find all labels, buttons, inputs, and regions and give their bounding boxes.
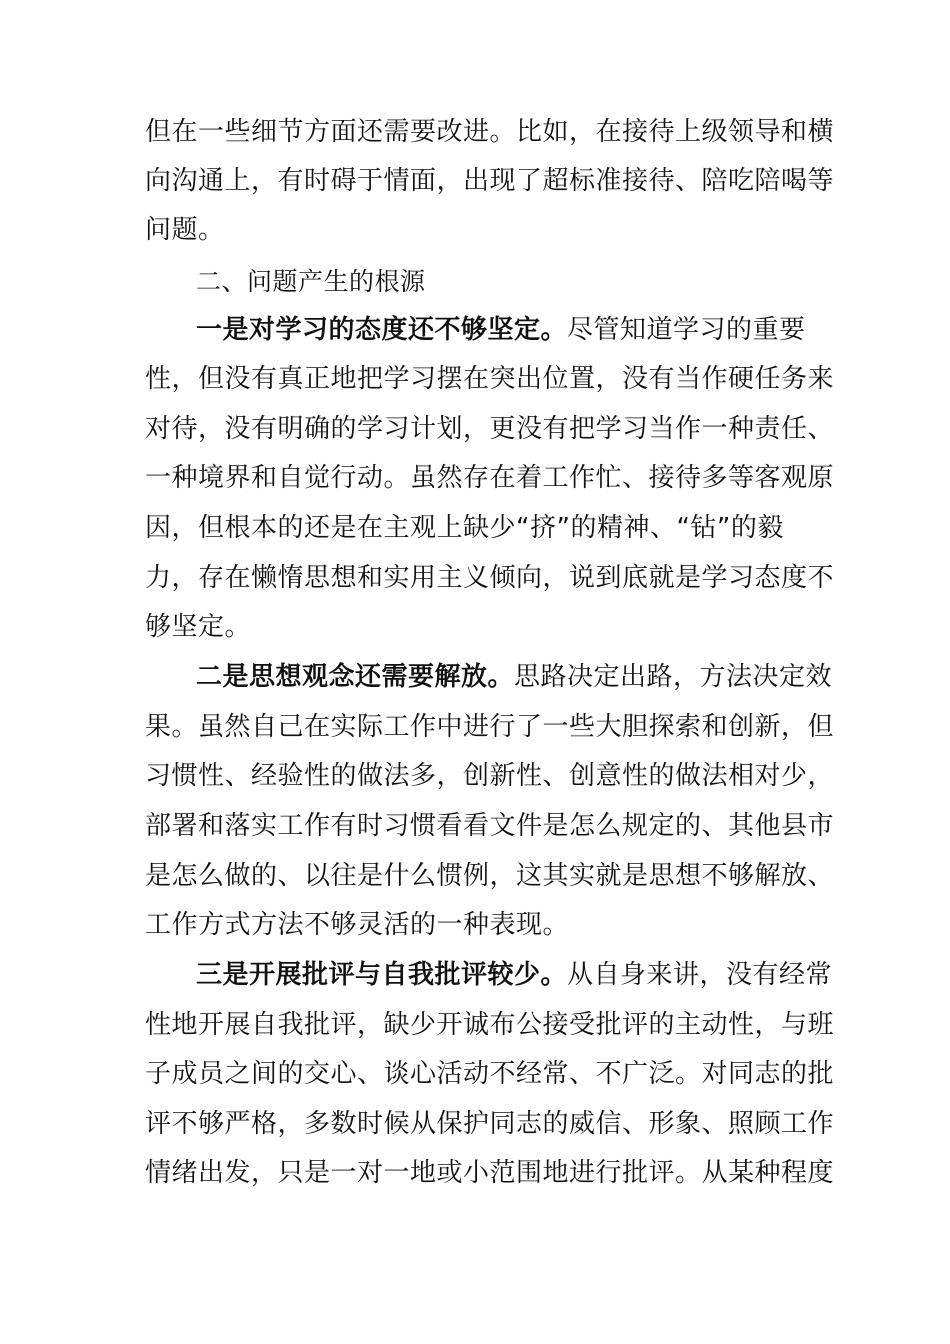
paragraph-line: 够坚定。 [145, 612, 252, 642]
paragraph-line: 一种境界和自觉行动。虽然存在着工作忙、接待多等客观原 [145, 463, 835, 493]
paragraph-lead: 二是思想观念还需要解放。 [196, 662, 515, 692]
paragraph-line: 果。虽然自己在实际工作中进行了一些大胆探索和创新，但 [145, 712, 835, 742]
paragraph-line: 性，但没有真正地把学习摆在突出位置，没有当作硬任务来 [145, 364, 835, 394]
paragraph-text: 尽管知道学习的重要 [567, 315, 806, 345]
paragraph-line: 部署和落实工作有时习惯看看文件是怎么规定的、其他县市 [145, 811, 835, 841]
paragraph-line: 向沟通上，有时碍于情面，出现了超标准接待、陪吃陪喝等 [145, 166, 835, 196]
paragraph-first-line [196, 662, 896, 692]
paragraph-line: 力，存在懒惰思想和实用主义倾向，说到底就是学习态度不 [145, 563, 835, 593]
paragraph-line: 是怎么做的、以往是什么惯例，这其实就是思想不够解放、 [145, 861, 835, 891]
paragraph-line: 情绪出发，只是一对一地或小范围地进行批评。从某种程度 [145, 1158, 835, 1188]
paragraph-line: 但在一些细节方面还需要改进。比如，在接待上级领导和横 [145, 117, 835, 147]
paragraph-line: 子成员之间的交心、谈心活动不经常、不广泛。对同志的批 [145, 1059, 835, 1089]
paragraph-line: 对待，没有明确的学习计划，更没有把学习当作一种责任、 [145, 414, 835, 444]
paragraph-line: 问题。 [145, 215, 225, 245]
section-heading: 二、问题产生的根源 [196, 267, 426, 296]
paragraph-line: 习惯性、经验性的做法多，创新性、创意性的做法相对少， [145, 761, 835, 791]
paragraph-text: 思路决定出路，方法决定效 [514, 662, 833, 692]
paragraph-line: 工作方式方法不够灵活的一种表现。 [145, 910, 570, 940]
paragraph-lead: 一是对学习的态度还不够坚定。 [196, 315, 568, 345]
paragraph-line: 因，但根本的还是在主观上缺少“挤”的精神、“钻”的毅 [145, 513, 784, 543]
paragraph-text: 从自身来讲，没有经常 [567, 960, 833, 990]
paragraph-lead: 三是开展批评与自我批评较少。 [196, 960, 568, 990]
paragraph-first-line [196, 960, 896, 990]
paragraph-line: 性地开展自我批评，缺少开诚布公接受批评的主动性，与班 [145, 1010, 835, 1040]
paragraph-line: 评不够严格，多数时候从保护同志的威信、形象、照顾工作 [145, 1109, 835, 1139]
paragraph-first-line [196, 315, 896, 345]
